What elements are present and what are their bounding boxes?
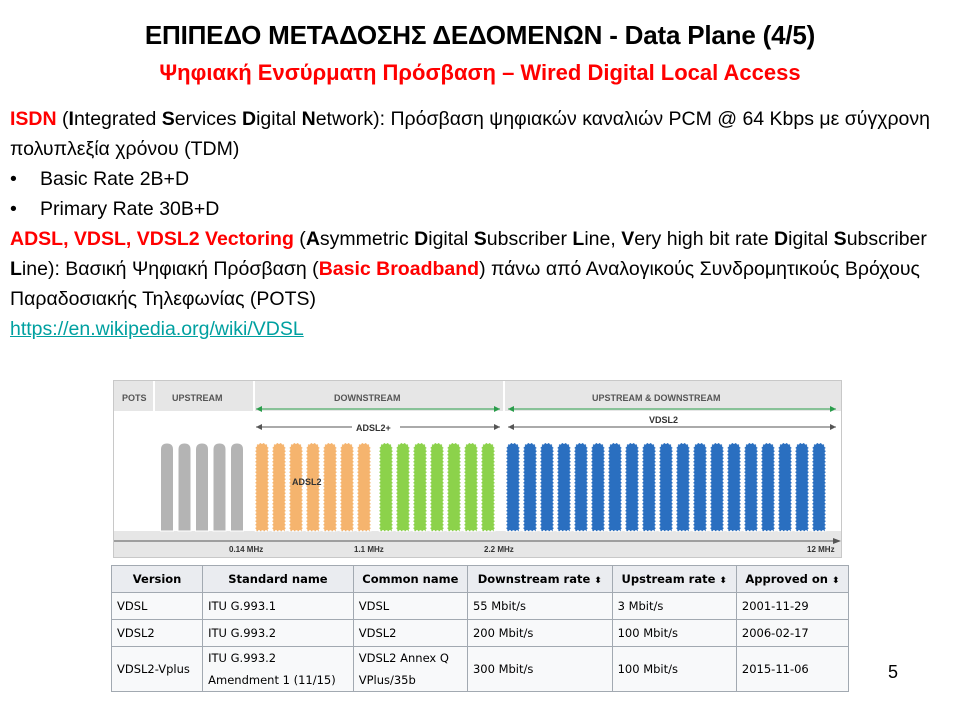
upstream-carrier	[213, 443, 226, 531]
slide-subtitle: Ψηφιακή Ενσύρματη Πρόσβαση – Wired Digital Local Access	[159, 60, 801, 85]
adsl2plus-carrier	[397, 443, 410, 531]
vdsl2-carrier	[728, 443, 741, 531]
sort-icon[interactable]: ⬍	[719, 576, 727, 586]
label-adsl2: ADSL2	[292, 477, 322, 487]
table-header-row	[112, 566, 849, 593]
cell-common: VDSL2	[353, 620, 467, 647]
vdsl2-carrier	[541, 443, 554, 531]
label-downstream: DOWNSTREAM	[334, 393, 401, 403]
adsl2plus-carrier	[448, 443, 461, 531]
label-adsl2plus: ADSL2+	[356, 423, 391, 433]
label-vdsl2: VDSL2	[649, 415, 679, 425]
vdsl2-carrier	[711, 443, 724, 531]
isdn-acronym: ISDN	[10, 108, 57, 130]
body-text	[10, 104, 950, 344]
vdsl2-carrier	[558, 443, 571, 531]
cell-upstream: 100 Mbit/s	[612, 620, 736, 647]
vdsl2-carrier	[677, 443, 690, 531]
basic-broadband-highlight: Basic Broadband	[318, 258, 480, 280]
vdsl2-carrier	[762, 443, 775, 531]
adsl2-carrier	[290, 443, 303, 531]
label-pots: POTS	[122, 393, 147, 403]
upstream-carrier	[161, 443, 174, 531]
header-approved-on[interactable]: Approved on ⬍	[736, 566, 848, 593]
vdsl2-carrier	[796, 443, 809, 531]
vdsl2-carrier	[507, 443, 520, 531]
cell-version: VDSL	[112, 593, 203, 620]
adsl2-carrier	[324, 443, 337, 531]
dsl-spectrum-diagram	[113, 380, 842, 558]
cell-upstream: 100 Mbit/s	[612, 647, 736, 692]
adsl2plus-carrier	[465, 443, 478, 531]
cell-downstream: 55 Mbit/s	[467, 593, 612, 620]
vdsl2-carrier	[626, 443, 639, 531]
vdsl2-carrier	[643, 443, 656, 531]
header-common-name: Common name	[353, 566, 467, 593]
carrier-group	[161, 443, 826, 531]
cell-downstream: 300 Mbit/s	[467, 647, 612, 692]
isdn-paragraph: ISDN (Integrated Services Digital Network): Πρόσβαση ψηφιακών καναλιών PCM @ 64 Kbps με σύγχρονη πολυπλεξία χρόνου (TDM)	[10, 108, 930, 160]
adsl2-carrier	[358, 443, 371, 531]
cell-standard: ITU G.993.2	[203, 620, 354, 647]
vdsl-versions-table	[111, 565, 849, 692]
table-row	[112, 593, 849, 620]
vdsl2-carrier	[592, 443, 605, 531]
adsl2plus-carrier	[431, 443, 444, 531]
header-downstream-rate[interactable]: Downstream rate ⬍	[467, 566, 612, 593]
cell-standard: ITU G.993.2 Amendment 1 (11/15)	[203, 647, 354, 692]
isdn-bullet-primary: • Primary Rate 30B+D	[10, 198, 220, 220]
header-standard-name: Standard name	[203, 566, 354, 593]
vdsl2-carrier	[694, 443, 707, 531]
sort-icon[interactable]: ⬍	[831, 576, 840, 586]
isdn-bullet-basic: • Basic Rate 2B+D	[10, 168, 190, 190]
cell-version: VDSL2-Vplus	[112, 647, 203, 692]
spectrum-svg	[114, 381, 841, 557]
freq-label-2: 2.2 MHz	[484, 545, 514, 554]
page-number: 5	[888, 662, 899, 682]
cell-downstream: 200 Mbit/s	[467, 620, 612, 647]
adsl2-carrier	[256, 443, 269, 531]
upstream-carrier	[231, 443, 244, 531]
adsl2-carrier	[273, 443, 286, 531]
diagram-header-band	[114, 381, 841, 411]
sort-icon[interactable]: ⬍	[594, 576, 602, 586]
vdsl-wikipedia-link[interactable]: https://en.wikipedia.org/wiki/VDSL	[10, 318, 304, 340]
upstream-carrier	[196, 443, 209, 531]
cell-common: VDSL	[353, 593, 467, 620]
vdsl2-carrier	[779, 443, 792, 531]
vdsl2-carrier	[609, 443, 622, 531]
cell-approved: 2006-02-17	[736, 620, 848, 647]
cell-standard: ITU G.993.1	[203, 593, 354, 620]
freq-label-3: 12 MHz	[807, 545, 835, 554]
adsl-acronym: ADSL, VDSL, VDSL2 Vectoring	[10, 228, 294, 250]
header-version: Version	[112, 566, 203, 593]
adsl2plus-carrier	[414, 443, 427, 531]
cell-approved: 2015-11-06	[736, 647, 848, 692]
adsl2plus-arrow-left	[256, 424, 262, 430]
header-upstream-rate[interactable]: Upstream rate ⬍	[612, 566, 736, 593]
label-upstream: UPSTREAM	[172, 393, 223, 403]
vdsl2-arrow-left	[508, 424, 514, 430]
adsl2plus-carrier	[380, 443, 393, 531]
freq-label-0: 0.14 MHz	[229, 545, 264, 554]
vdsl2-carrier	[745, 443, 758, 531]
upstream-carrier	[178, 443, 191, 531]
label-upstream-downstream: UPSTREAM & DOWNSTREAM	[592, 393, 721, 403]
cell-common: VDSL2 Annex Q VPlus/35b	[353, 647, 467, 692]
freq-label-1: 1.1 MHz	[354, 545, 384, 554]
adsl2plus-arrow-right	[494, 424, 500, 430]
adsl2-carrier	[341, 443, 354, 531]
table-row	[112, 647, 849, 692]
adsl2plus-carrier	[482, 443, 495, 531]
vdsl2-arrow-right	[830, 424, 836, 430]
diagram-axis-band	[114, 531, 841, 557]
adsl-paragraph: ADSL, VDSL, VDSL2 Vectoring (Asymmetric Digital Subscriber Line, Very high bit rate Digital Subscriber Line): Βασική Ψηφιακή Πρόσβαση (Basic Broadband) πάνω από Αναλογικούς Συνδρομητικούς Βρόχους Παραδοσιακής Τηλεφωνίας (POTS)	[10, 228, 927, 310]
vdsl2-carrier	[660, 443, 673, 531]
adsl2-carrier	[307, 443, 320, 531]
slide-title: ΕΠΙΠΕΔΟ ΜΕΤΑΔΟΣΗΣ ΔΕΔΟΜΕΝΩΝ - Data Plane (4/5)	[144, 20, 816, 50]
isdn-description: ): Πρόσβαση ψηφιακών καναλιών PCM @ 64 Kbps με σύγχρονη πολυπλεξία χρόνου (TDM)	[10, 108, 930, 160]
cell-upstream: 3 Mbit/s	[612, 593, 736, 620]
vdsl2-carrier	[524, 443, 537, 531]
vdsl2-carrier	[813, 443, 826, 531]
cell-approved: 2001-11-29	[736, 593, 848, 620]
vdsl2-carrier	[575, 443, 588, 531]
cell-version: VDSL2	[112, 620, 203, 647]
table-row	[112, 620, 849, 647]
